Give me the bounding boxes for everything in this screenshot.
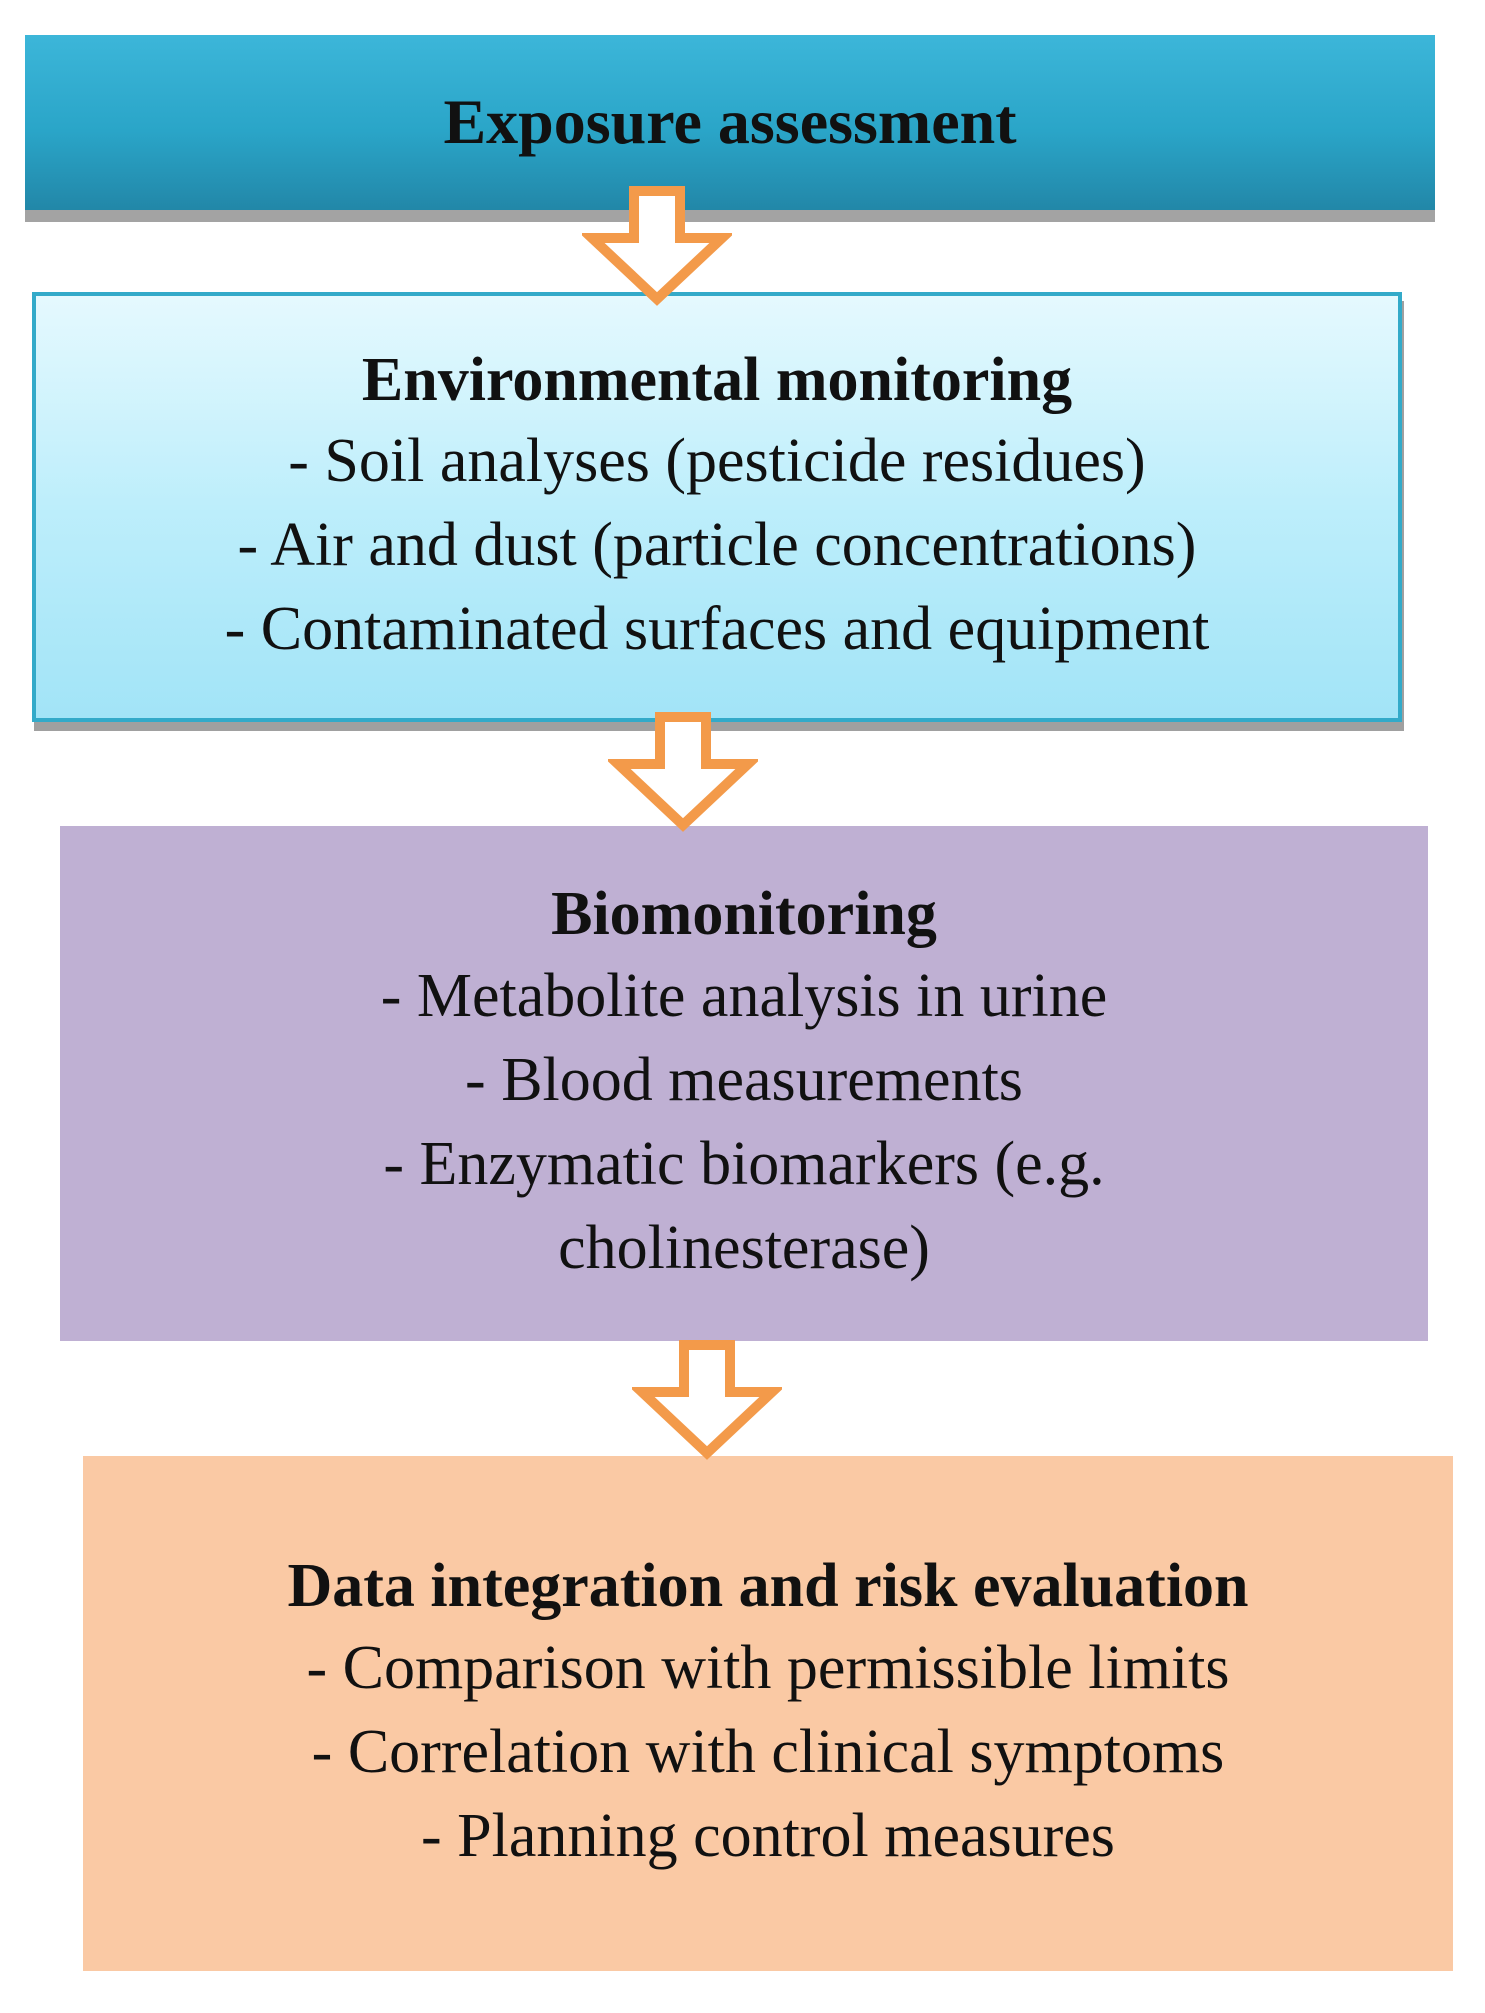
biomonitoring-list bbox=[381, 954, 1108, 1290]
down-arrow-icon bbox=[632, 1340, 782, 1460]
biomonitoring-box bbox=[60, 826, 1428, 1341]
biomonitoring-item: - Metabolite analysis in urine bbox=[380, 961, 1108, 1030]
biomonitoring-item: cholinesterase) bbox=[558, 1213, 930, 1282]
data-integration-item: - Correlation with clinical symptoms bbox=[311, 1717, 1225, 1786]
biomonitoring-item: - Blood measurements bbox=[465, 1045, 1023, 1114]
environmental-monitoring-item: - Soil analyses (pesticide residues) bbox=[288, 427, 1146, 496]
biomonitoring-title: Biomonitoring bbox=[551, 880, 937, 949]
data-integration-list bbox=[306, 1626, 1229, 1878]
exposure-assessment-box bbox=[25, 35, 1435, 210]
environmental-monitoring-title: Environmental monitoring bbox=[361, 345, 1073, 414]
data-integration-item: - Comparison with permissible limits bbox=[306, 1633, 1230, 1702]
environmental-monitoring-item: - Air and dust (particle concentrations) bbox=[237, 511, 1197, 580]
exposure-assessment-title: Exposure assessment bbox=[443, 86, 1017, 158]
data-integration-box bbox=[83, 1456, 1453, 1971]
data-integration-item: - Planning control measures bbox=[421, 1801, 1115, 1870]
biomonitoring-item: - Enzymatic biomarkers (e.g. bbox=[383, 1129, 1105, 1198]
down-arrow-icon bbox=[582, 186, 732, 306]
down-arrow-icon bbox=[608, 712, 758, 832]
environmental-monitoring-box bbox=[32, 292, 1402, 722]
environmental-monitoring-list bbox=[225, 419, 1210, 671]
environmental-monitoring-item: - Contaminated surfaces and equipment bbox=[224, 595, 1210, 664]
data-integration-title: Data integration and risk evaluation bbox=[287, 1552, 1249, 1621]
